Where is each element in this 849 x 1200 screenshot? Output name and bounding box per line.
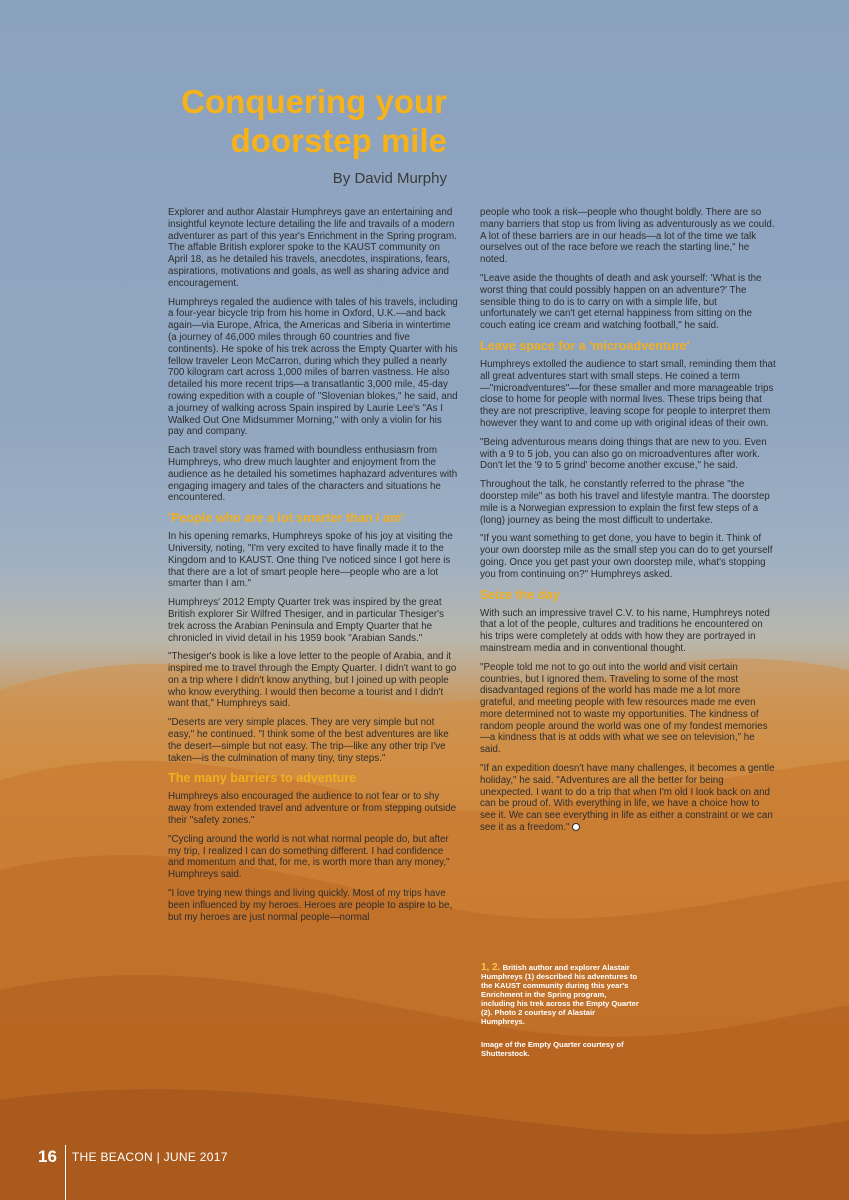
caption-main (481, 963, 641, 1026)
section-heading: 'People who are a lot smarter than I am' (168, 511, 405, 526)
paragraph: Humphreys' 2012 Empty Quarter trek was inspired by the great British explorer Sir Wilfred Thesiger, and in particular Thesiger's trek across the Arabian Peninsula and Empty Quarter that he chronicled in vivid detail in his 1959 book "Arabian Sands." (168, 597, 444, 644)
paragraph: Explorer and author Alastair Humphreys gave an entertaining and insightful keynote lecture detailing the life and travails of a modern adventurer as part of this year's Enrichment in the Spring program. The affable British explorer spoke to the KAUST community on April 18, as he detailed his travels, anecdotes, inspirations, fears, aspirations, motivations and goals, as well as sharing advice and encouragement. (168, 207, 457, 289)
paragraph: In his opening remarks, Humphreys spoke of his joy at visiting the University, noting, "I'm very excited to have finally made it to the Kingdom and to KAUST. One thing I've noticed since I got here is that there are a lot of smart people here—people who are a lot smarter than I am." (168, 531, 453, 590)
section-heading: The many barriers to adventure (168, 771, 357, 786)
paragraph-text: "If an expedition doesn't have many challenges, it becomes a gentle holiday," he said. "Adventures are all the better for being unexpected. I want to do a trip that when I'm old I look back on and can be proud of. With everything in life, we have a choice how to see it. We can see everything in life as either a constraint or we can see it as a freedom." (480, 763, 775, 834)
paragraph: "I love trying new things and living quickly. Most of my trips have been influenced by my heroes. Heroes are people to aspire to be, but my heroes are just normal people—normal (168, 888, 453, 923)
page-footer (38, 1145, 228, 1169)
footer-divider (65, 1145, 66, 1200)
paragraph: With such an impressive travel C.V. to his name, Humphreys noted that a lot of the people, cultures and traditions he encountered on his trips were completely at odds with how they are portrayed in mainstream media and in conventional thought. (480, 607, 770, 654)
article-title: Conquering your doorstep mile (181, 83, 447, 159)
paragraph: "Deserts are very simple places. They are very simple but not easy," he continued. "I think some of the best adventures are like the desert—simple but not easy. The trip—like any other trip I've taken—is the culmination of many tiny, tiny steps." (168, 717, 449, 764)
photo-caption (481, 963, 641, 1072)
paragraph: Humphreys also encouraged the audience to not fear or to shy away from extended travel and adventure or from stepping outside their "safety zones." (168, 791, 457, 827)
paragraph: "Thesiger's book is like a love letter to the people of Arabia, and it inspired me to travel through the Empty Quarter. I didn't want to go on a trip where I didn't know anything, but I joined up with people who know everything. I would then become a tourist and I didn't want that," Humphreys said. (168, 651, 457, 710)
caption-credit: Image of the Empty Quarter courtesy of Shutterstock. (481, 1040, 624, 1058)
paragraph: "Being adventurous means doing things that are new to you. Even with a 9 to 5 job, you can also go on microadventures after work. Don't let the '9 to 5 grind' become another excuse," he said. (480, 436, 767, 472)
article-column-right (480, 207, 776, 841)
caption-number: 1, 2. (481, 962, 501, 973)
paragraph: Throughout the talk, he constantly referred to the phrase "the doorstep mile" as both his travel and lifestyle mantra. The doorstep mile is a Norwegian expression to explain the first few steps of a (long) journey as being the most difficult to undertake. (480, 479, 770, 526)
paragraph: "Cycling around the world is not what normal people do, but after my trip, I realized I can do something different. I had confidence and momentum and that, for me, is worth more than any money," Humphreys said. (168, 833, 450, 881)
paragraph: "If you want something to get done, you have to begin it. Think of your own doorstep mile as the small step you can do to get yourself going. Once you get past your own doorstep mile, what's stopping you from continuing on?" Humphreys asked. (480, 533, 773, 580)
article-byline: By David Murphy (332, 170, 447, 187)
section-heading: Leave space for a 'microadventure' (480, 338, 690, 353)
paragraph: "Leave aside the thoughts of death and ask yourself: 'What is the worst thing that could possibly happen on an adventure?' The sensible thing to do is to carry on with a simple life, but unfortunately we can't get eternal happiness from sitting on the couch eating ice cream and watching football," he said. (480, 272, 762, 332)
paragraph: Humphreys extolled the audience to start small, reminding them that all great adventures start with small steps. He coined a term—"microadventures"—for these smaller and more manageable trips close to home for people with normal lives. These trips being that they are not prescriptive, leaving scope for people to interpret them however they want to and come up with original ideas of their own. (480, 358, 776, 429)
paragraph: people who took a risk—people who thought boldly. There are so many barriers that stop us from living as adventurously as we could. A lot of these barriers are in our heads—a lot of the time we talk ourselves out of the race before we reach the starting line," he noted. (480, 207, 775, 266)
end-of-article-icon (572, 823, 580, 831)
paragraph-final (480, 763, 776, 834)
section-heading: Seize the day (480, 587, 560, 602)
paragraph: Each travel story was framed with boundless enthusiasm from Humphreys, who drew much laughter and enjoyment from the audience as he detailed his sometimes haphazard adventures with engaging imagery and tales of the characters and situations he encountered. (168, 445, 458, 504)
publication-info: THE BEACON | JUNE 2017 (71, 1150, 228, 1164)
paragraph: "People told me not to go out into the world and visit certain countries, but I ignored them. Traveling to some of the most disadvantaged regions of the world has made me a lot more grateful, and meeting people with few resources made me even more determined not to waste my opportunities. The kindness of random people around the world was one of my fondest memories—a kindness that is at odds with what we see on television," he said. (480, 661, 768, 756)
paragraph: Humphreys regaled the audience with tales of his travels, including a four-year bicycle trip from his home in Oxford, U.K.—and back again—via Europe, Africa, the Americas and Siberia in wintertime (a journey of 46,000 miles through 60 countries and five continents). He spoke of his trek across the Empty Quarter with his fellow traveler Leon McCarron, during which they pulled a nearly 700 kilogram cart across 1,000 miles of barren vastness. He also detailed his more recent trips—a transatlantic 3,000 mile, 45-day rowing expedition with a couple of "Slovenian blokes," he said, and a journey of walking across Spain inspired by Laurie Lee's "As I Walked Out One Midsummer Morning," with only a violin for his pay and company. (168, 296, 458, 438)
caption-text: British author and explorer Alastair Humphreys (1) described his adventures to the KAUST community during this year's Enrichment in the Spring program, including his trek across the Empty Quarter (2). Photo 2 courtesy of Alastair Humphreys. (481, 963, 639, 1026)
page-number: 16 (38, 1147, 57, 1166)
article-column-left (168, 207, 458, 930)
